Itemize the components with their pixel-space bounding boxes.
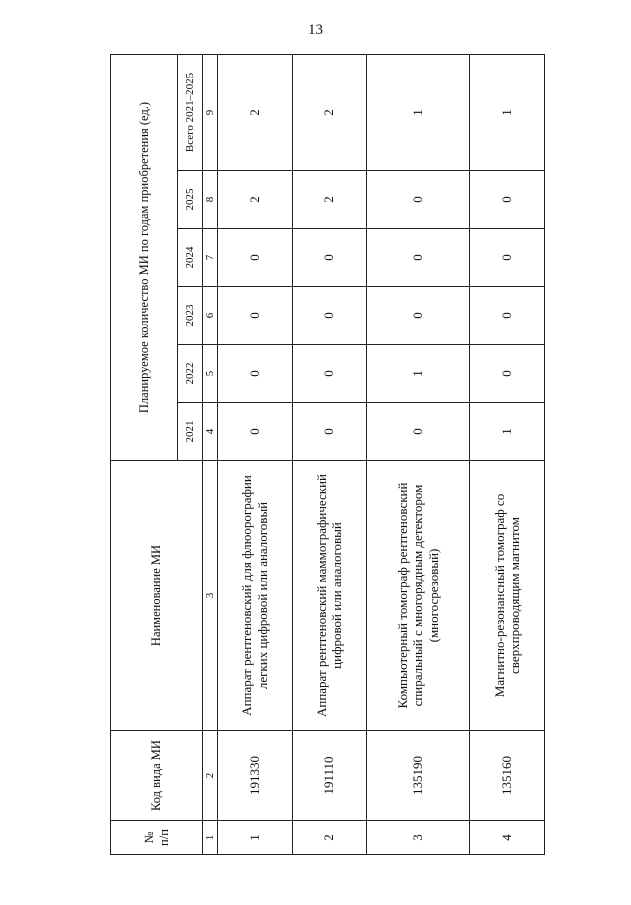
value-2021: 1	[470, 403, 545, 461]
value-2022: 0	[292, 345, 367, 403]
value-2022: 0	[470, 345, 545, 403]
row-num: 1	[218, 821, 293, 855]
row-code: 135160	[470, 731, 545, 821]
row-num: 4	[470, 821, 545, 855]
value-2022: 0	[218, 345, 293, 403]
row-name: Магнитно-резонансный томограф со сверхпроводящим магнитом	[470, 461, 545, 731]
value-total: 1	[470, 54, 545, 170]
value-2023: 0	[470, 287, 545, 345]
value-total: 2	[292, 54, 367, 170]
equipment-plan-table	[110, 54, 545, 855]
column-number: 7	[203, 229, 218, 287]
value-2025: 2	[218, 171, 293, 229]
value-2025: 2	[292, 171, 367, 229]
row-num: 2	[292, 821, 367, 855]
column-number: 9	[203, 54, 218, 170]
value-2021: 0	[292, 403, 367, 461]
column-number: 1	[203, 821, 218, 855]
rotated-table-frame	[110, 55, 545, 855]
value-2023: 0	[292, 287, 367, 345]
header-planned: Планируемое количество МИ по годам приобретения (ед.)	[111, 54, 178, 460]
row-code: 191330	[218, 731, 293, 821]
value-2024: 0	[218, 229, 293, 287]
header-code: Код вида МИ	[111, 731, 203, 821]
page-number: 13	[308, 22, 323, 38]
header-total: Всего 2021–2025	[178, 54, 203, 170]
value-2025: 0	[367, 171, 470, 229]
table-row	[470, 54, 545, 854]
header-num: № п/п	[111, 821, 203, 855]
column-number: 2	[203, 731, 218, 821]
value-2024: 0	[470, 229, 545, 287]
table-row	[367, 54, 470, 854]
value-2022: 1	[367, 345, 470, 403]
row-name: Аппарат рентгеновский маммографический цифровой или аналоговый	[292, 461, 367, 731]
row-name: Компьютерный томограф рентгеновский спиральный с многорядным детектором (многосрезовый)	[367, 461, 470, 731]
column-number: 8	[203, 171, 218, 229]
row-code: 191110	[292, 731, 367, 821]
value-total: 2	[218, 54, 293, 170]
value-total: 1	[367, 54, 470, 170]
header-year-2022: 2022	[178, 345, 203, 403]
value-2021: 0	[367, 403, 470, 461]
row-num: 3	[367, 821, 470, 855]
column-number: 3	[203, 461, 218, 731]
header-year-2023: 2023	[178, 287, 203, 345]
value-2021: 0	[218, 403, 293, 461]
value-2024: 0	[292, 229, 367, 287]
header-name: Наименование МИ	[111, 461, 203, 731]
table-row	[218, 54, 293, 854]
header-year-2024: 2024	[178, 229, 203, 287]
value-2023: 0	[367, 287, 470, 345]
value-2024: 0	[367, 229, 470, 287]
value-2025: 0	[470, 171, 545, 229]
column-number: 4	[203, 403, 218, 461]
value-2023: 0	[218, 287, 293, 345]
row-code: 135190	[367, 731, 470, 821]
table-container	[110, 55, 545, 855]
row-name: Аппарат рентгеновский для флюорографии легких цифровой или аналоговый	[218, 461, 293, 731]
header-year-2025: 2025	[178, 171, 203, 229]
column-number: 6	[203, 287, 218, 345]
column-number: 5	[203, 345, 218, 403]
table-row	[292, 54, 367, 854]
header-year-2021: 2021	[178, 403, 203, 461]
